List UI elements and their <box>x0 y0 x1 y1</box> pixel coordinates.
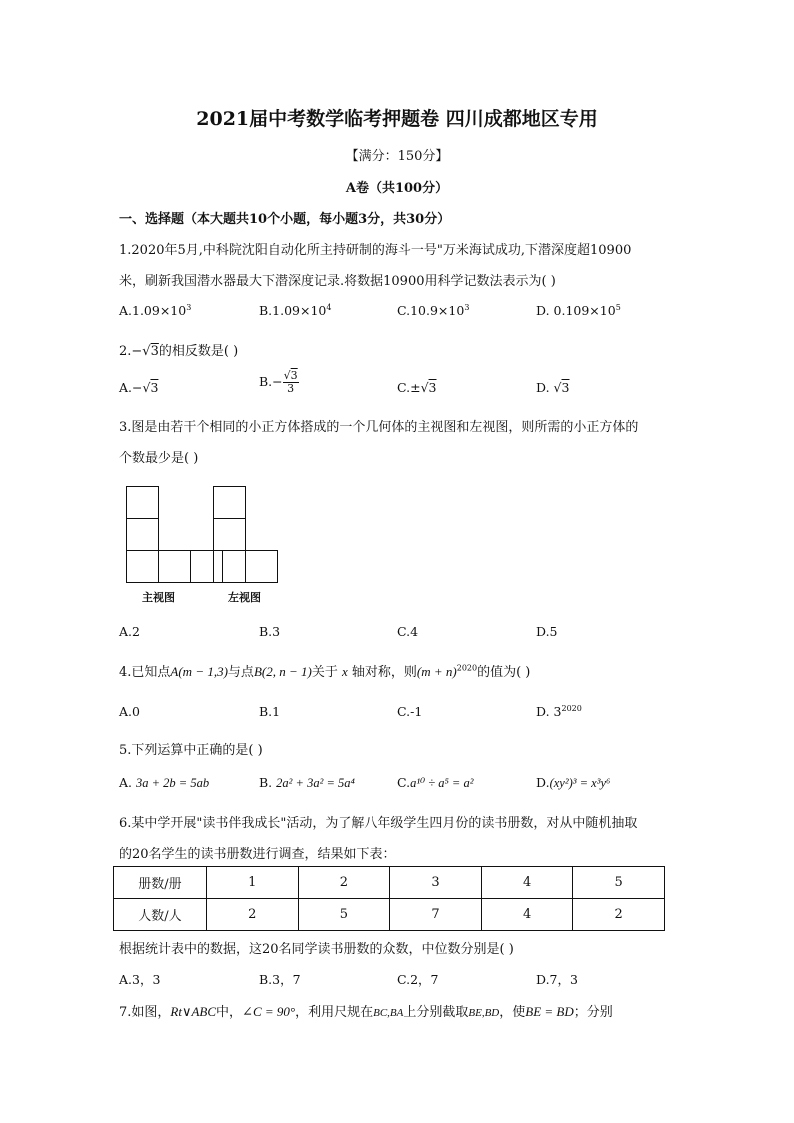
table-cell: 4 <box>481 899 573 931</box>
q1-line2: 米，刷新我国潜水器最大下潜深度记录.将数据10900用科学记数法表示为( ) <box>119 274 556 289</box>
q5-option-d: D.(xy²)³ = x³y⁶ <box>536 775 611 790</box>
q1-option-d: D. $0.109\times 10^5$ <box>536 303 621 319</box>
section-a-heading: A卷（共100分） <box>345 181 449 196</box>
table-cell: 2 <box>298 867 390 899</box>
q4-option-b: B.1 <box>259 704 281 719</box>
q1-option-a: $A.1.09\times 10^3$ <box>119 303 192 319</box>
q2-stem: 2.−√3的相反数是( ) <box>119 344 239 359</box>
q6-option-b: B.3，7 <box>259 972 301 987</box>
q7-stem: 7.如图，Rt∨ABC中，∠C = 90°，利用尺规在BC,BA上分别截取BE,BD，使BE = BD；分别 <box>119 1004 613 1020</box>
table-cell: 2 <box>207 899 299 931</box>
q3-line2: 个数最少是( ) <box>119 451 199 466</box>
q1-option-b: $B.1.09\times 10^4$ <box>259 303 332 319</box>
q5-option-c: C.a¹⁰ ÷ a⁵ = a² <box>397 775 474 790</box>
full-score: 【满分：150分】 <box>345 149 449 164</box>
q1-line1: 1.2020年5月,中科院沈阳自动化所主持研制的海斗一号"万米海试成功,下潜深度超10900 <box>119 243 632 258</box>
table-row-label: 册数/册 <box>114 867 207 899</box>
q6-line1: 6.某中学开展"读书伴我成长"活动，为了解八年级学生四月份的读书册数，对从中随机抽取 <box>119 816 638 831</box>
q3-option-b: B.3 <box>259 624 281 639</box>
table-row-label: 人数/人 <box>114 899 207 931</box>
table-row <box>114 899 665 931</box>
q6-line2: 的20名学生的读书册数进行调查，结果如下表： <box>119 847 396 862</box>
q3-option-d: D.5 <box>536 624 558 639</box>
q3-line1: 3.图是由若干个相同的小正方体搭成的一个几何体的主视图和左视图，则所需的小正方体的 <box>119 420 639 435</box>
front-view-label: 主视图 <box>142 591 175 604</box>
q3-option-a: A.2 <box>119 624 140 639</box>
q2-option-a: A.−√3 <box>119 380 159 395</box>
table-cell: 5 <box>298 899 390 931</box>
q4-option-d: D. $3^{2020}$ <box>536 704 582 720</box>
table-cell: 5 <box>573 867 665 899</box>
left-view-label: 左视图 <box>228 591 261 604</box>
q6-option-d: D.7，3 <box>536 972 578 987</box>
q2-option-c: C.±√3 <box>397 380 437 395</box>
q5-option-a: A. 3a + 2b = 5ab <box>119 775 210 790</box>
table-cell: 3 <box>390 867 482 899</box>
q6-option-c: C.2，7 <box>397 972 439 987</box>
q5-option-b: B. 2a² + 3a² = 5a⁴ <box>259 775 355 790</box>
q1-option-c: $C.10.9\times 10^3$ <box>397 303 470 319</box>
q2-option-d: D. √3 <box>536 380 570 395</box>
table-row <box>114 867 665 899</box>
q2-option-b: B.− $\frac{√3}{3}$ <box>259 369 298 395</box>
table-cell: 1 <box>207 867 299 899</box>
table-cell: 2 <box>573 899 665 931</box>
q6-line3: 根据统计表中的数据，这20名同学读书册数的众数，中位数分别是( ) <box>119 942 514 957</box>
q4-option-a: A.0 <box>119 704 140 719</box>
part-one-heading: 一、选择题（本大题共10个小题，每小题3分，共30分） <box>119 212 451 227</box>
table-cell: 4 <box>481 867 573 899</box>
q4-stem: 4.已知点A(m − 1,3)与点B(2, n − 1)关于 x 轴对称，则$(m + n)^{2020}$的值为( ) <box>119 663 531 680</box>
page-title: 2021届中考数学临考押题卷 四川成都地区专用 <box>196 108 598 130</box>
q6-table <box>113 866 665 931</box>
table-cell: 7 <box>390 899 482 931</box>
q3-option-c: C.4 <box>397 624 419 639</box>
q6-option-a: A.3，3 <box>119 972 161 987</box>
q5-stem: 5.下列运算中正确的是( ) <box>119 743 263 758</box>
q4-option-c: C.-1 <box>397 704 423 719</box>
